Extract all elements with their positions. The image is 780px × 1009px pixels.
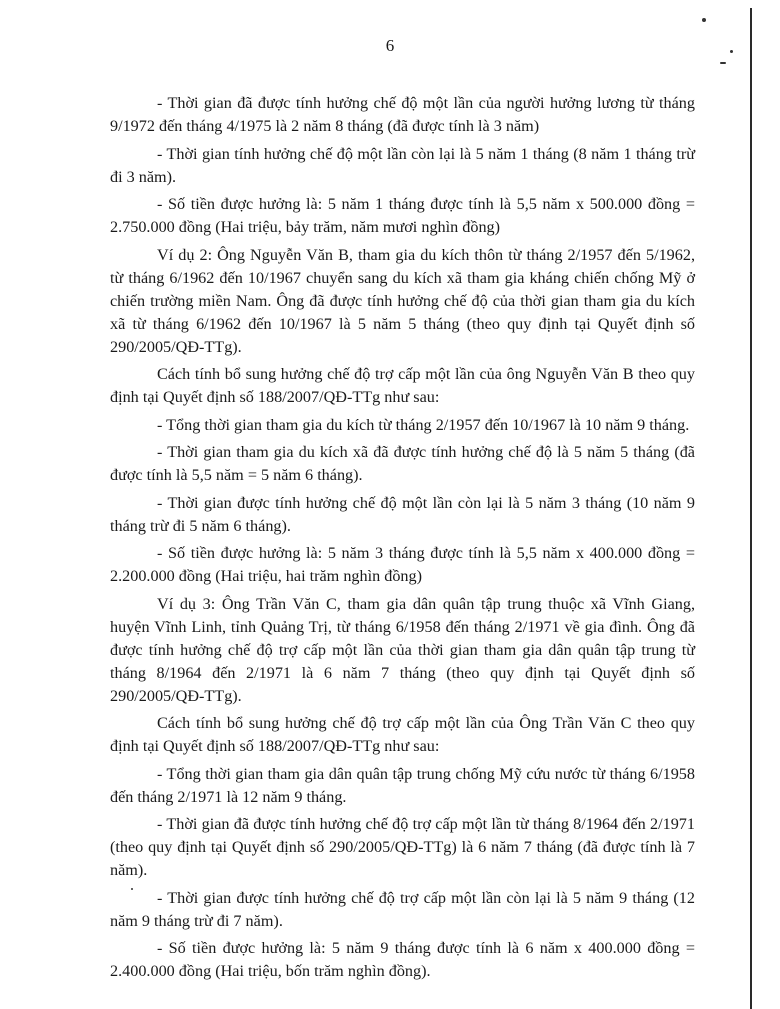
paragraph: - Tổng thời gian tham gia dân quân tập trung chống Mỹ cứu nước từ tháng 6/1958 đến tháng 2/1971 là 12 năm 9 tháng.: [110, 764, 695, 806]
paragraph: Ví dụ 3: Ông Trần Văn C, tham gia dân quân tập trung thuộc xã Vĩnh Giang, huyện Vĩnh Linh, tỉnh Quảng Trị, từ tháng 6/1958 đến tháng 2/1971 về gia đình. Ông đã được tính hưởng chế độ trợ cấp một lần của thời gian tham gia dân quân tập trung từ tháng 8/1964 đến 2/1971 là 6 năm 7 tháng (theo quy định tại Quyết định số 290/2005/QĐ-TTg).: [110, 594, 695, 705]
scan-speck: [720, 62, 726, 64]
paragraph: - Số tiền được hưởng là: 5 năm 9 tháng được tính là 6 năm x 400.000 đồng = 2.400.000 đồng (Hai triệu, bốn trăm nghìn đồng).: [110, 939, 695, 980]
paragraph: - Thời gian tham gia du kích xã đã được tính hưởng chế độ là 5 năm 5 tháng (đã được tính là 5,5 năm = 5 năm 6 tháng).: [110, 443, 695, 484]
paragraph: - Tổng thời gian tham gia du kích từ tháng 2/1957 đến 10/1967 là 10 năm 9 tháng.: [157, 415, 690, 434]
paragraph: - Thời gian đã được tính hưởng chế độ trợ cấp một lần từ tháng 8/1964 đến 2/1971 (theo quy định tại Quyết định số 290/2005/QĐ-TTg) là 6 năm 7 tháng (đã được tính là 7 năm).: [110, 815, 695, 879]
scan-speck: [702, 18, 706, 22]
scan-edge-line: [750, 8, 752, 1009]
page-number: 6: [385, 36, 395, 55]
paragraph: Cách tính bổ sung hưởng chế độ trợ cấp một lần của ông Nguyễn Văn B theo quy định tại Quyết định số 188/2007/QĐ-TTg như sau:: [110, 365, 695, 406]
document-body: [110, 92, 695, 988]
paragraph: - Thời gian tính hưởng chế độ một lần còn lại là 5 năm 1 tháng (8 năm 1 tháng trừ đi 3 năm).: [110, 144, 695, 186]
paragraph: - Thời gian được tính hưởng chế độ trợ cấp một lần còn lại là 5 năm 9 tháng (12 năm 9 tháng trừ đi 7 năm).: [110, 888, 695, 930]
paragraph: - Số tiền được hưởng là: 5 năm 3 tháng được tính là 5,5 năm x 400.000 đồng = 2.200.000 đồng (Hai triệu, hai trăm nghìn đồng): [110, 544, 695, 585]
paragraph: Cách tính bổ sung hưởng chế độ trợ cấp một lần của Ông Trần Văn C theo quy định tại Quyết định số 188/2007/QĐ-TTg như sau:: [110, 714, 695, 755]
paragraph: Ví dụ 2: Ông Nguyễn Văn B, tham gia du kích thôn từ tháng 2/1957 đến 5/1962, từ tháng 6/1962 đến 10/1967 chuyển sang du kích xã tham gia kháng chiến chống Mỹ ở chiến trường miền Nam. Ông đã được tính hưởng chế độ của thời gian tham gia du kích xã từ tháng 6/1962 đến 10/1967 là 5 năm 5 tháng (theo quy định tại Quyết định số 290/2005/QĐ-TTg).: [110, 245, 695, 356]
paragraph: - Thời gian đã được tính hưởng chế độ một lần của người hưởng lương từ tháng 9/1972 đến tháng 4/1975 là 2 năm 8 tháng (đã được tính là 3 năm): [110, 94, 695, 135]
paragraph: - Thời gian được tính hưởng chế độ một lần còn lại là 5 năm 3 tháng (10 năm 9 tháng trừ đi 5 năm 6 tháng).: [110, 493, 695, 535]
paragraph: - Số tiền được hưởng là: 5 năm 1 tháng được tính là 5,5 năm x 500.000 đồng = 2.750.000 đồng (Hai triệu, bảy trăm, năm mươi nghìn đồng): [110, 195, 695, 236]
